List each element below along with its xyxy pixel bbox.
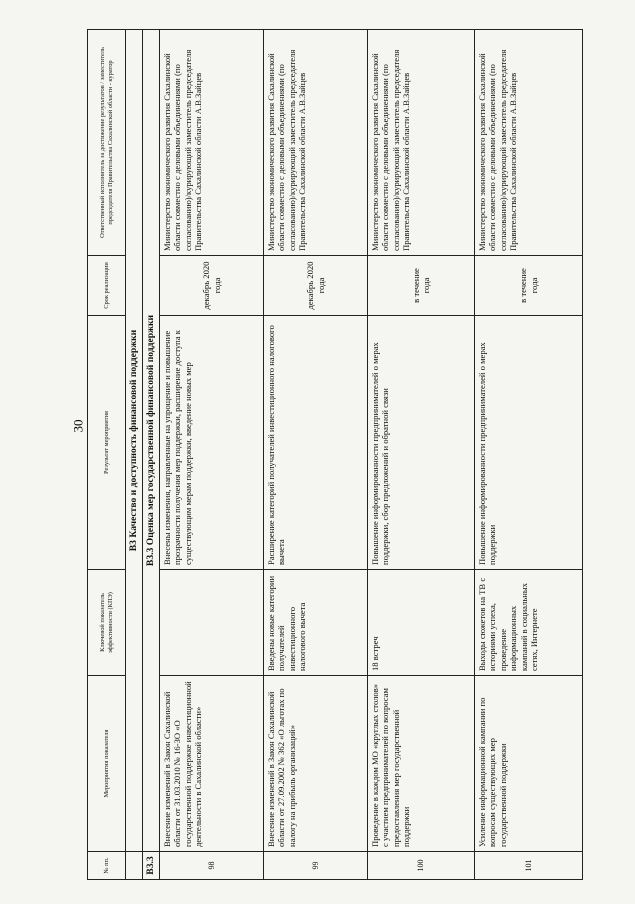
header-activity: Мероприятия показателя [88, 676, 126, 852]
row-responsible: Министерство экономического развития Сахалинской области совместно с деловыми объединениями (по согласованию)/курирующий заместитель председателя Правительства Сахалинской области А.В.Зайцев [368, 30, 475, 256]
table-row [264, 30, 368, 880]
row-responsible: Министерство экономического развития Сахалинской области совместно с деловыми объединениями (по согласованию)/курирующий заместитель председателя Правительства Сахалинской области А.В.Зайцев [264, 30, 368, 256]
row-kpi [160, 570, 264, 676]
row-term: в течение года [368, 256, 475, 316]
measures-table [87, 29, 583, 880]
row-kpi: Введены новые категории получателей инвестиционного налогового вычета [264, 570, 368, 676]
row-num: 101 [475, 852, 583, 880]
row-result: Внесены изменения, направленные на упрощение и повышение прозрачности получения мер поддержки, расширение доступа к существующим мерам поддержки, введение новых мер [160, 316, 264, 570]
header-term: Срок реализации [88, 256, 126, 316]
section-row [126, 30, 143, 880]
header-num: № пп. [88, 852, 126, 880]
row-activity: Внесение изменений в Закон Сахалинской области от 27.09.2002 № 362 «О льготах по налогу на прибыль организаций» [264, 676, 368, 852]
row-result: Повышение информированности предпринимателей о мерах поддержки, сбор предложений и обратной связи [368, 316, 475, 570]
section-code-empty [126, 852, 143, 880]
subsection-title: В3.3 Оценка мер государственной финансовой поддержки [143, 30, 160, 852]
row-responsible: Министерство экономического развития Сахалинской области совместно с деловыми объединениями (по согласованию)/курирующий заместитель председателя Правительства Сахалинской области А.В.Зайцев [475, 30, 583, 256]
rotated-table-container [87, 30, 582, 880]
header-result: Результат мероприятия [88, 316, 126, 570]
row-term: декабрь 2020 года [160, 256, 264, 316]
row-result: Повышение информированности предпринимателей о мерах поддержки [475, 316, 583, 570]
row-activity: Проведение в каждом МО «круглых столов» с участием предпринимателей по вопросам предоставления мер государственной поддержки [368, 676, 475, 852]
row-num: 98 [160, 852, 264, 880]
row-term: декабрь 2020 года [264, 256, 368, 316]
row-kpi: 18 встреч [368, 570, 475, 676]
subsection-row [143, 30, 160, 880]
table-row [160, 30, 264, 880]
row-num: 100 [368, 852, 475, 880]
row-activity: Внесение изменений в Закон Сахалинской области от 31.03.2010 № 16-ЗО «О государственной поддержке инвестиционной деятельности в Сахалинской области» [160, 676, 264, 852]
row-activity: Усиление информационной кампании по вопросам существующих мер государственной поддержки [475, 676, 583, 852]
table-row [368, 30, 475, 880]
row-num: 99 [264, 852, 368, 880]
header-responsible: Ответственный исполнитель за достижение результатов / заместитель председателя Правительства Сахалинской области - куратор [88, 30, 126, 256]
row-kpi: Выходы сюжетов на ТВ с историями успеха, проведение информационных кампаний в социальных сетях, Интернете [475, 570, 583, 676]
page-number: 30 [70, 419, 86, 433]
section-title: В3 Качество и доступность финансовой поддержки [126, 30, 143, 852]
row-term: в течение года [475, 256, 583, 316]
subsection-code: В3.3 [143, 852, 160, 880]
header-kpi: Ключевой показатель эффективности (КПЭ) [88, 570, 126, 676]
table-header-row [88, 30, 126, 880]
row-responsible: Министерство экономического развития Сахалинской области совместно с деловыми объединениями (по согласованию)/курирующий заместитель председателя Правительства Сахалинской области А.В.Зайцев [160, 30, 264, 256]
table-row [475, 30, 583, 880]
row-result: Расширение категорий получателей инвестиционного налогового вычета [264, 316, 368, 570]
